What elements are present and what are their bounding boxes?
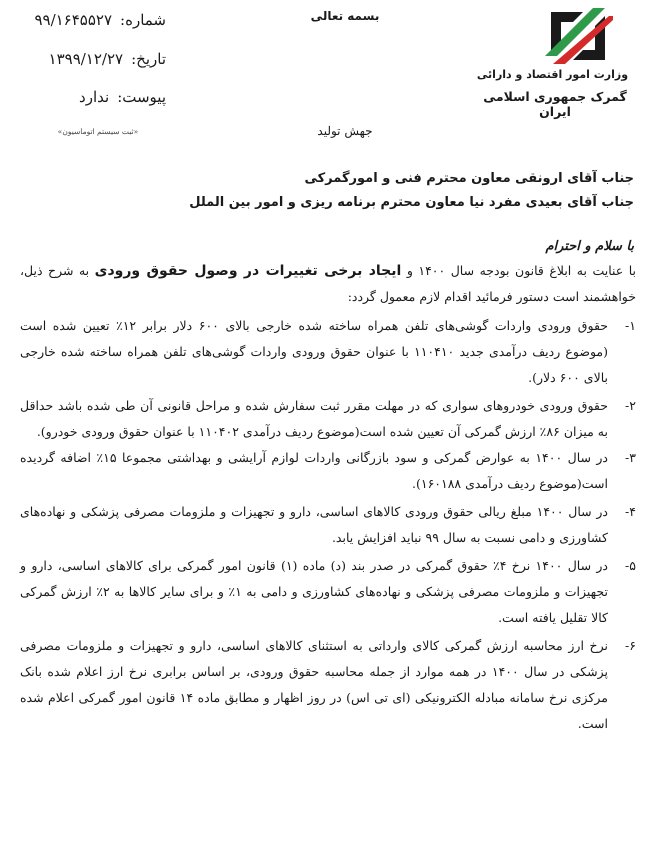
- item-text: حقوق ورودی واردات گوشی‌های تلفن همراه ساخته شده خارجی بالای ۶۰۰ دلار برابر ۱۲٪ تعیین شده است (موضوع ردیف درآمدی جدید ۱۱۰۴۱۰ با عنوان حقوق ورودی واردات گوشی‌های تلفن همراه ساخته شده خارجی بالای ۶۰۰ دلار).: [20, 318, 608, 385]
- customs-logo-icon: [543, 6, 613, 66]
- letter-date: [18, 50, 166, 68]
- item-number: ۱-: [625, 318, 636, 333]
- salutation: با سلام و احترام: [545, 239, 634, 254]
- intro-text-start: با عنایت به ابلاغ قانون بودجه سال ۱۴۰۰ و: [401, 263, 637, 278]
- item-text: در سال ۱۴۰۰ نرخ ۴٪ حقوق گمرکی در صدر بند (د) ماده (۱) قانون امور گمرکی برای کالاهای اساسی، دارو و تجهیزات و ملزومات مصرفی پزشکی و نهاده‌های کشاورزی و دامی به ۱٪ و برای سایر کالاها به ۲٪ ارزش گمرکی کالا تقلیل یافته است.: [20, 558, 608, 625]
- letter-date-value: ۱۳۹۹/۱۲/۲۷: [48, 50, 124, 68]
- letter-number: [18, 11, 166, 29]
- letter-number-label: شماره:: [120, 11, 166, 29]
- list-item: [20, 393, 636, 445]
- intro-paragraph: [20, 258, 636, 309]
- item-number: ۲-: [625, 398, 636, 413]
- letter-attachment-value: ندارد: [79, 88, 110, 106]
- automation-note: «ثبت سیستم اتوماسیون»: [57, 127, 139, 136]
- list-item: [20, 499, 636, 551]
- items-list: [20, 313, 636, 737]
- item-number: ۴-: [625, 504, 636, 519]
- bismillah-heading: بسمه تعالی: [310, 9, 380, 23]
- item-text: در سال ۱۴۰۰ مبلغ ریالی حقوق ورودی کالاهای اساسی، دارو و تجهیزات و ملزومات مصرفی پزشکی و نهاده‌های کشاورزی و دامی نسبت به سال ۹۹ نباید افزایش یابد.: [20, 504, 608, 545]
- recipient-line: جناب آقای ارونقی معاون محترم فنی و امورگمرکی: [304, 171, 634, 186]
- ministry-name: وزارت امور اقتصاد و دارائی: [476, 68, 629, 81]
- recipients-block: [189, 167, 634, 215]
- list-item: [20, 313, 636, 391]
- item-number: ۳-: [625, 450, 636, 465]
- letter-date-label: تاریخ:: [131, 50, 166, 68]
- item-text: در سال ۱۴۰۰ به عوارض گمرکی و سود بازرگانی واردات لوازم آرایشی و بهداشتی مجموعا ۱۵٪ اضافه گردیده است(موضوع ردیف درآمدی ۱۶۰۱۸۸).: [20, 450, 608, 491]
- item-text: حقوق ورودی خودروهای سواری که در مهلت مقرر ثبت سفارش شده و مراحل قانونی آن طی شده باشد حداقل به میزان ۸۶٪ ارزش گمرکی آن تعیین شده است(موضوع ردیف درآمدی ۱۱۰۴۰۲ با عنوان حقوق ورودی خودرو).: [20, 398, 608, 439]
- letter-number-value: ۹۹/۱۶۴۵۵۲۷: [34, 11, 113, 29]
- letter-attachment: [18, 88, 166, 106]
- item-number: ۵-: [625, 558, 636, 573]
- list-item: [20, 553, 636, 631]
- intro-text-end: به شرح ذیل، خواهشمند است دستور فرمائید اقدام لازم معمول گردد:: [20, 263, 636, 304]
- list-item: [20, 445, 636, 497]
- item-text: نرخ ارز محاسبه ارزش گمرکی کالای وارداتی به استثنای کالاهای اساسی، دارو و تجهیزات و ملزومات مصرفی پزشکی در سال ۱۴۰۰ در همه موارد از جمله محاسبه حقوق ورودی، بر اساس برابری نرخ ارز اعلام شده بانک مرکزی نرخ سامانه مبادله الکترونیکی (ای تی اس) در روز اظهار و مطابق ماده ۱۴ قانون امور گمرکی اعلام شده است.: [20, 638, 608, 731]
- intro-text-bold: ایجاد برخی تغییرات در وصول حقوق ورودی: [94, 263, 402, 279]
- letter-attachment-label: پیوست:: [117, 88, 166, 106]
- year-slogan: جهش تولید: [317, 124, 373, 138]
- organization-name: گمرک جمهوری اسلامی ایران: [483, 89, 627, 119]
- item-number: ۶-: [625, 638, 636, 653]
- recipient-line: جناب آقای بعیدی مفرد نیا معاون محترم برنامه ریزی و امور بین الملل: [189, 195, 634, 210]
- list-item: [20, 633, 636, 737]
